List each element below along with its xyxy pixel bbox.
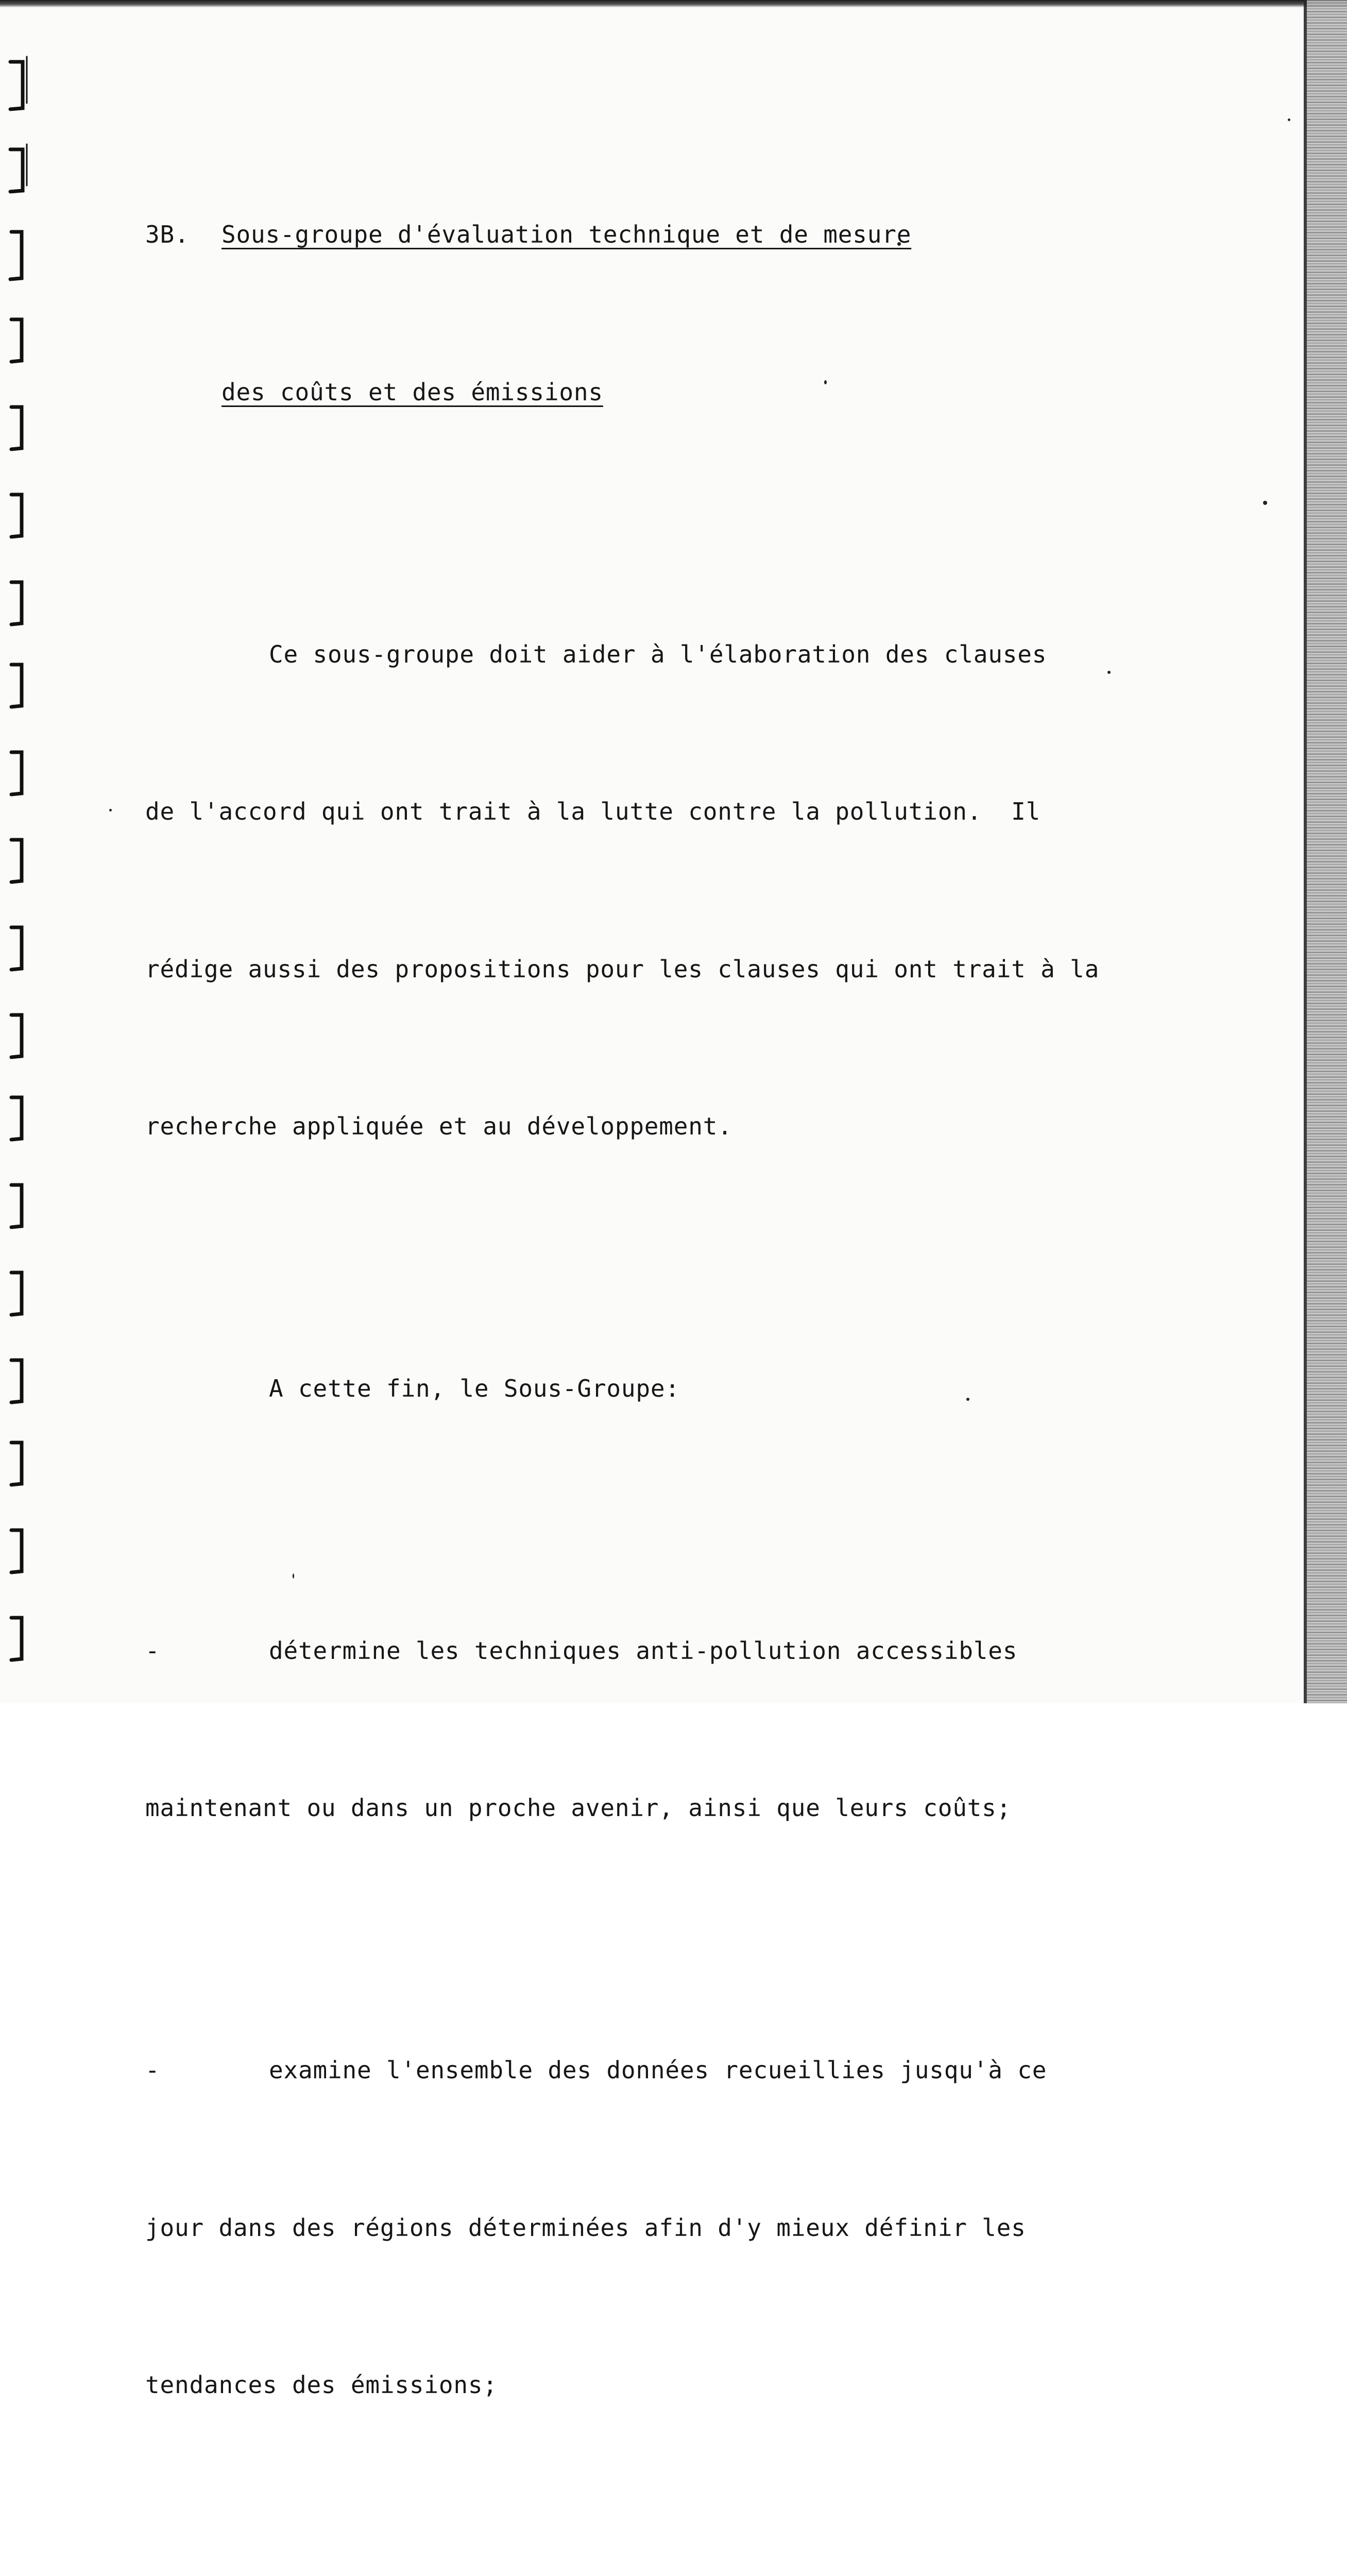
list-item-cont: jour dans des régions déterminées afin d'y mieux définir les bbox=[145, 2213, 1026, 2242]
list-item bbox=[145, 2044, 1186, 2097]
section-heading-3b-cont bbox=[145, 366, 1186, 419]
binding-marks bbox=[0, 0, 46, 1703]
list-item-text: détermine les techniques anti-pollution accessibles bbox=[269, 1636, 1018, 1665]
section-heading-3b bbox=[145, 209, 1186, 261]
section-title-line1: Sous-groupe d'évaluation technique et de mesure bbox=[221, 221, 912, 249]
section-title-line2: des coûts et des émissions bbox=[221, 378, 603, 406]
document-body bbox=[145, 52, 1186, 2576]
paragraph-line: de l'accord qui ont trait à la lutte contre la pollution. Il bbox=[145, 798, 1041, 826]
list-item-cont: maintenant ou dans un proche avenir, ainsi que leurs coûts; bbox=[145, 1794, 1012, 1822]
paragraph-line: rédige aussi des propositions pour les clauses qui ont trait à la bbox=[145, 955, 1100, 983]
page-right-edge bbox=[1304, 0, 1347, 1703]
list-item-text: examine l'ensemble des données recueillies jusqu'à ce bbox=[269, 2056, 1047, 2084]
section-number: 3B. bbox=[145, 221, 190, 249]
paragraph-line: recherche appliquée et au développement. bbox=[145, 1112, 732, 1140]
scan-speck bbox=[1263, 501, 1267, 505]
list-item-cont: tendances des émissions; bbox=[145, 2371, 498, 2399]
scan-speck bbox=[1288, 118, 1290, 121]
page-top-edge bbox=[0, 0, 1347, 7]
list-intro: A cette fin, le Sous-Groupe: bbox=[269, 1374, 680, 1402]
paragraph-line: Ce sous-groupe doit aider à l'élaboration des clauses bbox=[269, 640, 1047, 668]
bullet-dash: - bbox=[145, 2056, 160, 2084]
bullet-dash: - bbox=[145, 1636, 160, 1665]
scan-speck bbox=[109, 809, 112, 811]
list-item bbox=[145, 1625, 1186, 1677]
